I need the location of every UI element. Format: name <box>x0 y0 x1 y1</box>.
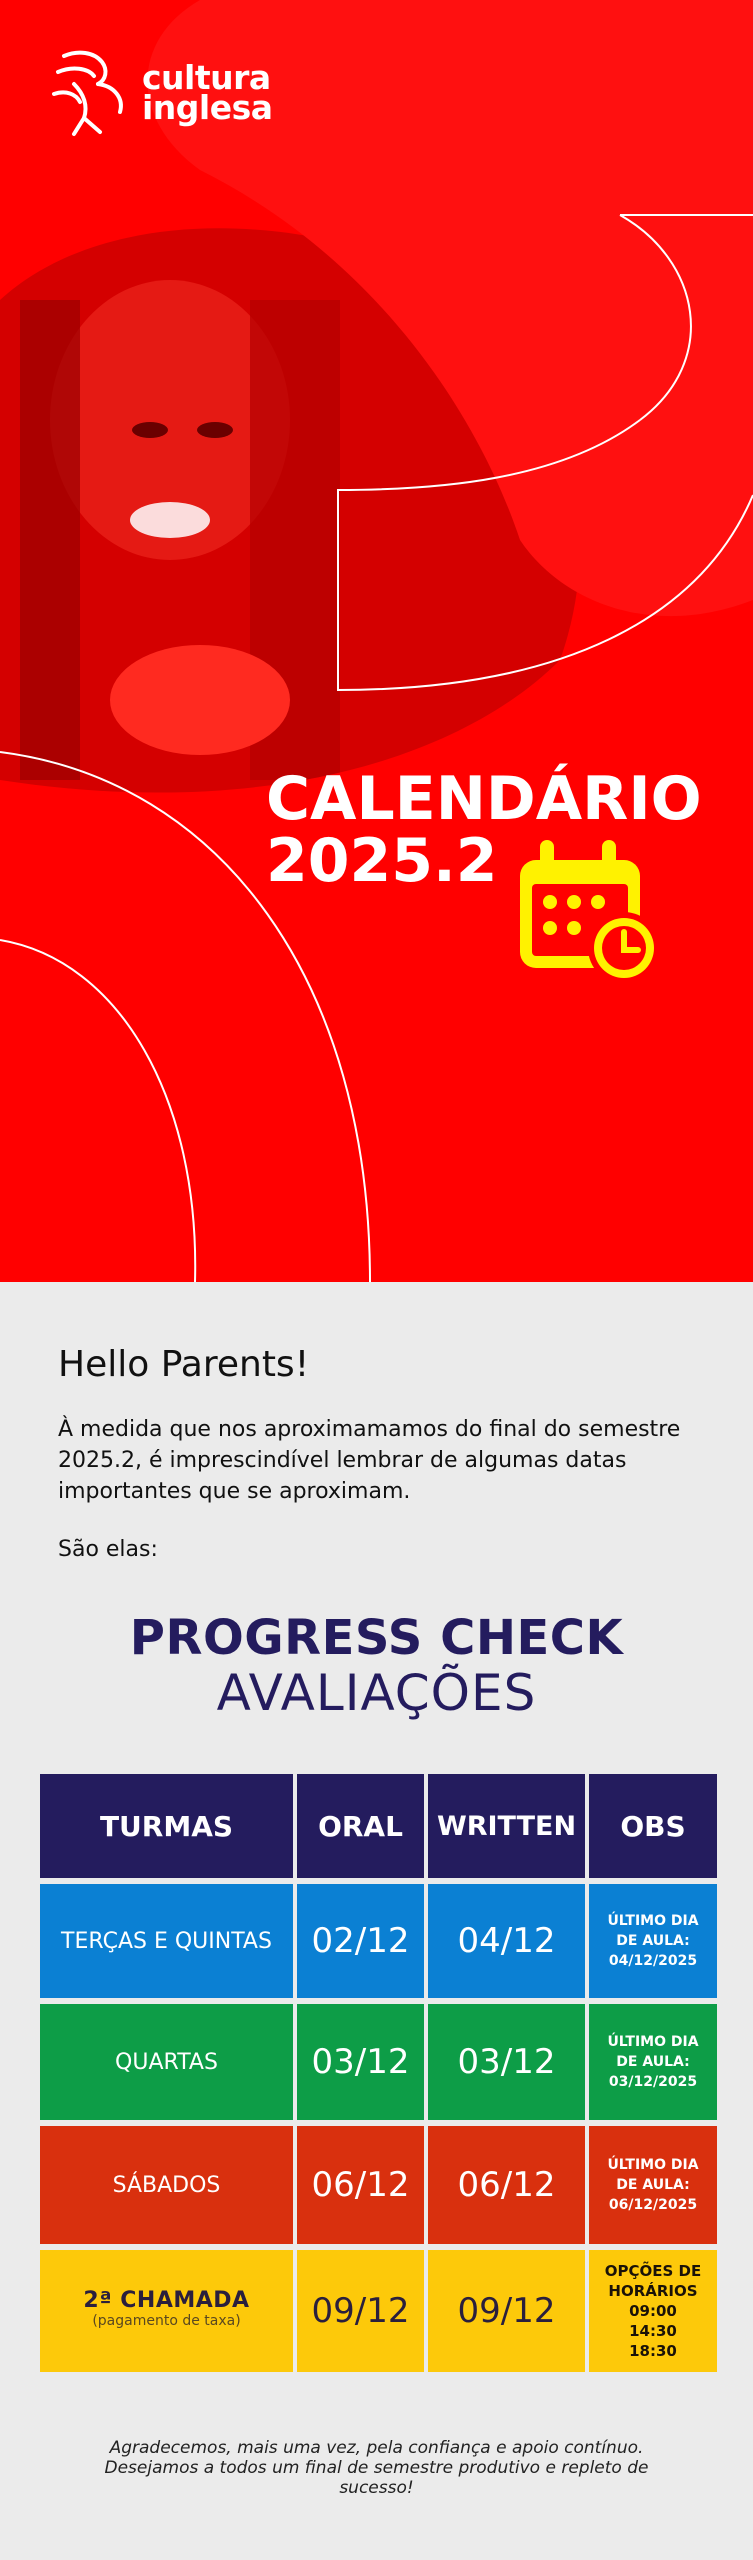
obs-line: 04/12/2025 <box>608 1953 698 1969</box>
written-date: 03/12 <box>428 2004 585 2120</box>
header-oral: ORAL <box>297 1774 424 1878</box>
obs-line: ÚLTIMO DIA <box>607 2157 699 2173</box>
turma-cell: QUARTAS <box>40 2004 293 2120</box>
header-written: WRITTEN <box>428 1774 585 1878</box>
intro-paragraph-2: São elas: <box>58 1537 158 1562</box>
table-row <box>40 2126 717 2244</box>
griffin-logo-icon <box>44 44 132 142</box>
section-title-main: PROGRESS CHECK <box>129 1610 624 1666</box>
header-turmas: TURMAS <box>40 1774 293 1878</box>
obs-cell <box>589 2004 717 2120</box>
obs-line: 14:30 <box>629 2322 677 2340</box>
obs-cell <box>589 2126 717 2244</box>
oral-date: 06/12 <box>297 2126 424 2244</box>
written-date: 09/12 <box>428 2250 585 2372</box>
footer-message: Agradecemos, mais uma vez, pela confiança e apoio contínuo. Desejamos a todos um final de semestre produtivo e repleto de sucesso! <box>104 2438 649 2498</box>
obs-line: 06/12/2025 <box>608 2197 698 2213</box>
greeting-heading: Hello Parents! <box>58 1344 310 1385</box>
section-title <box>0 1610 753 1720</box>
hero-title-line1: CALENDÁRIO <box>266 764 702 834</box>
oral-date: 02/12 <box>297 1884 424 1998</box>
brand-line2: inglesa <box>142 88 273 127</box>
obs-line: ÚLTIMO DIA <box>607 2034 699 2050</box>
table-row <box>40 2250 717 2372</box>
obs-line: DE AULA: <box>616 2054 690 2070</box>
calendar-clock-icon <box>518 840 668 990</box>
turma-cell: SÁBADOS <box>40 2126 293 2244</box>
table-row <box>40 1884 717 1998</box>
content-section <box>0 1282 753 2560</box>
oral-date: 09/12 <box>297 2250 424 2372</box>
hero-title-line2: 2025.2 <box>266 826 498 896</box>
obs-cell <box>589 1884 717 1998</box>
header-obs: OBS <box>589 1774 717 1878</box>
obs-line: DE AULA: <box>616 1933 690 1949</box>
obs-line: OPÇÕES DE <box>604 2262 702 2280</box>
written-date: 06/12 <box>428 2126 585 2244</box>
obs-line: HORÁRIOS <box>608 2282 698 2300</box>
turma-note: (pagamento de taxa) <box>92 2313 241 2329</box>
obs-line: 03/12/2025 <box>608 2074 698 2090</box>
brand-line1: cultura <box>142 58 271 97</box>
oral-date: 03/12 <box>297 2004 424 2120</box>
turma-cell <box>40 2250 293 2372</box>
brand-logo <box>44 44 273 142</box>
table-row <box>40 2004 717 2120</box>
obs-line: DE AULA: <box>616 2177 690 2193</box>
turma-cell: TERÇAS E QUINTAS <box>40 1884 293 1998</box>
table-header-row <box>40 1774 717 1878</box>
turma-name: 2ª CHAMADA <box>83 2288 250 2313</box>
section-subtitle: AVALIAÇÕES <box>216 1664 537 1722</box>
intro-paragraph: À medida que nos aproximamamos do final do semestre 2025.2, é imprescindível lembrar de algumas datas importantes que se aproximam. <box>58 1417 681 1504</box>
obs-line: 18:30 <box>629 2342 677 2360</box>
obs-line: 09:00 <box>629 2302 677 2320</box>
obs-line: ÚLTIMO DIA <box>607 1913 699 1929</box>
written-date: 04/12 <box>428 1884 585 1998</box>
obs-cell <box>589 2250 717 2372</box>
